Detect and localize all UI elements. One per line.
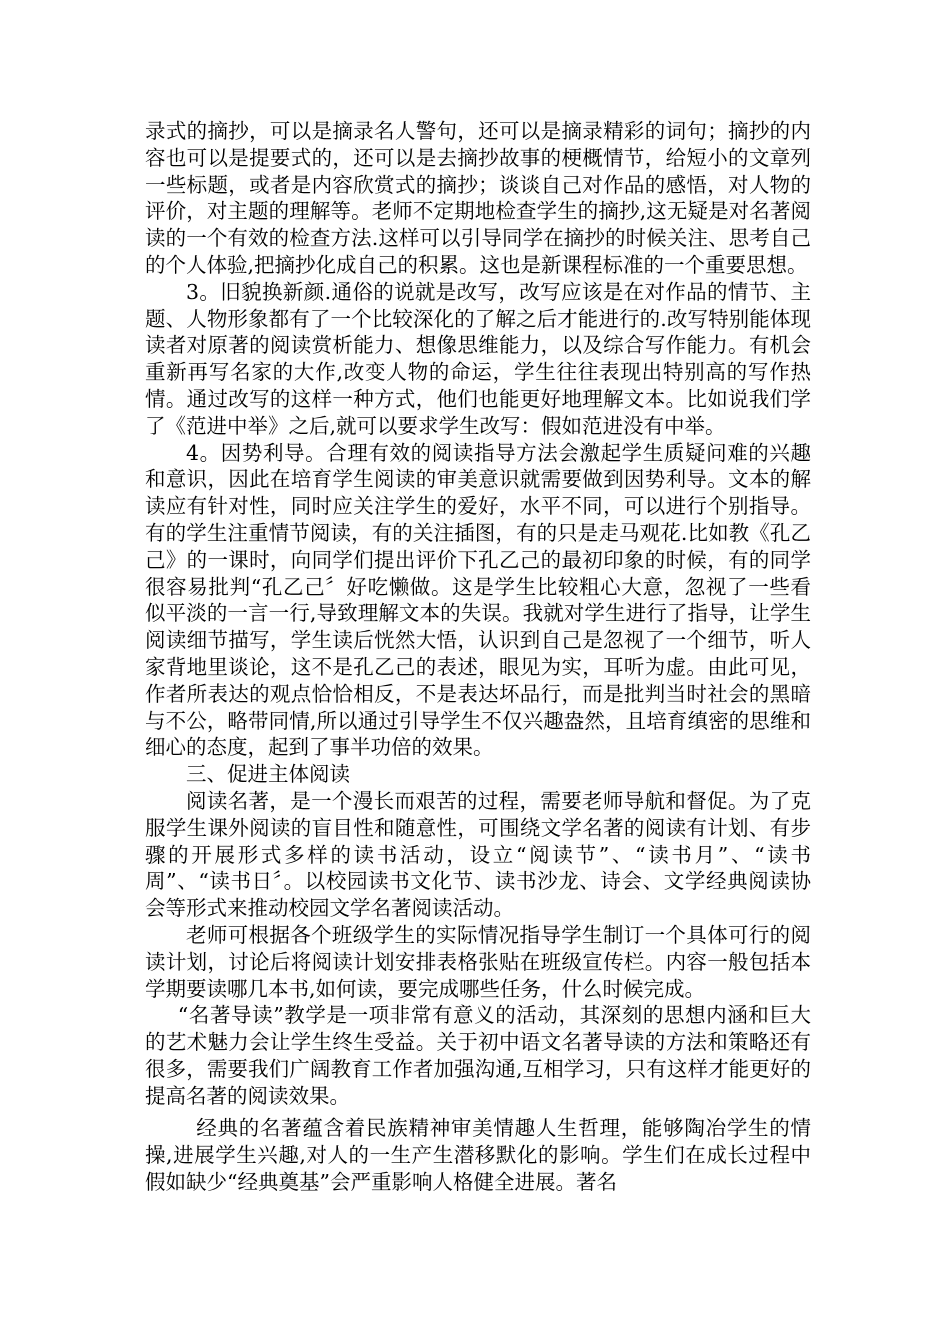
paragraph-conclusion: “名著导读”教学是一项非常有意义的活动，其深刻的思想内涵和巨大的艺术魅力会让学生终生受益。关于初中语文名著导读的方法和策略还有很多，需要我们广阔教育工作者加强沟通,互相学习，只有这样才能更好的提高名著的阅读效果。 bbox=[145, 1003, 811, 1108]
paragraph-rewrite-method: 3。旧貌换新颜.通俗的说就是改写，改写应该是在对作品的情节、主题、人物形象都有了一个比较深化的了解之后才能进行的.改写特别能体现读者对原著的阅读赏析能力、想像思维能力，以及综合写作能力。有机会重新再写名家的大作,改变人物的命运，学生往往表现出特别高的写作热情。通过改写的这样一种方式，他们也能更好地理解文本。比如说我们学了《范进中举》之后,就可以要求学生改写：假如范进没有中举。 bbox=[145, 279, 811, 438]
paragraph-excerpt-continuation: 录式的摘抄，可以是摘录名人警句，还可以是摘录精彩的词句；摘抄的内容也可以是提要式的，还可以是去摘抄故事的梗概情节，给短小的文章列一些标题，或者是内容欣赏式的摘抄；谈谈自己对作品的感悟，对人物的评价，对主题的理解等。老师不定期地检查学生的摘抄,这无疑是对名著阅读的一个有效的检查方法.这样可以引导同学在摘抄的时候关注、思考自己的个人体验,把摘抄化成自己的积累。这也是新课程标准的一个重要思想。 bbox=[145, 119, 811, 277]
paragraph-reading-activities: 阅读名著，是一个漫长而艰苦的过程，需要老师导航和督促。为了克服学生课外阅读的盲目性和随意性，可围绕文学名著的阅读有计划、有步骤的开展形式多样的读书活动，设立“阅读节”、“读书月”、“读书周”、“读书日〞。以校园读书文化节、读书沙龙、诗会、文学经典阅读协会等形式来推动校园文学名著阅读活动。 bbox=[145, 788, 811, 921]
paragraph-classics: 经典的名著蕴含着民族精神审美情趣人生哲理，能够陶冶学生的情操,进展学生兴趣,对人的一生产生潜移默化的影响。学生们在成长过程中假如缺少“经典奠基”会严重影响人格健全进展。著名 bbox=[145, 1116, 811, 1195]
document-page bbox=[145, 118, 811, 1196]
paragraph-guided-reading: 4。因势利导。合理有效的阅读指导方法会激起学生质疑问难的兴趣和意识，因此在培育学生阅读的审美意识就需要做到因势利导。文本的解读应有针对性，同时应关注学生的爱好，水平不同，可以进行个别指导。有的学生注重情节阅读，有的关注插图，有的只是走马观花.比如教《孔乙己》的一课时，向同学们提出评价下孔乙己的最初印象的时候，有的同学很容易批判“孔乙己〞好吃懒做。这是学生比较粗心大意，忽视了一些看似平淡的一言一行,导致理解文本的失误。我就对学生进行了指导，让学生阅读细节描写，学生读后恍然大悟，认识到自己是忽视了一个细节，听人家背地里谈论，这不是孔乙己的表述，眼见为实，耳听为虚。由此可见，作者所表达的观点恰恰相反，不是表达坏品行，而是批判当时社会的黑暗与不公，略带同情,所以通过引导学生不仅兴趣盎然，且培育缜密的思维和细心的态度，起到了事半功倍的效果。 bbox=[145, 440, 811, 760]
section-heading-promote-reading: 三、促进主体阅读 bbox=[186, 762, 350, 787]
paragraph-reading-plan: 老师可根据各个班级学生的实际情况指导学生制订一个具体可行的阅读计划，讨论后将阅读计划安排表格张贴在班级宣传栏。内容一般包括本学期要读哪几本书,如何读，要完成哪些任务，什么时候完成。 bbox=[145, 922, 811, 1001]
